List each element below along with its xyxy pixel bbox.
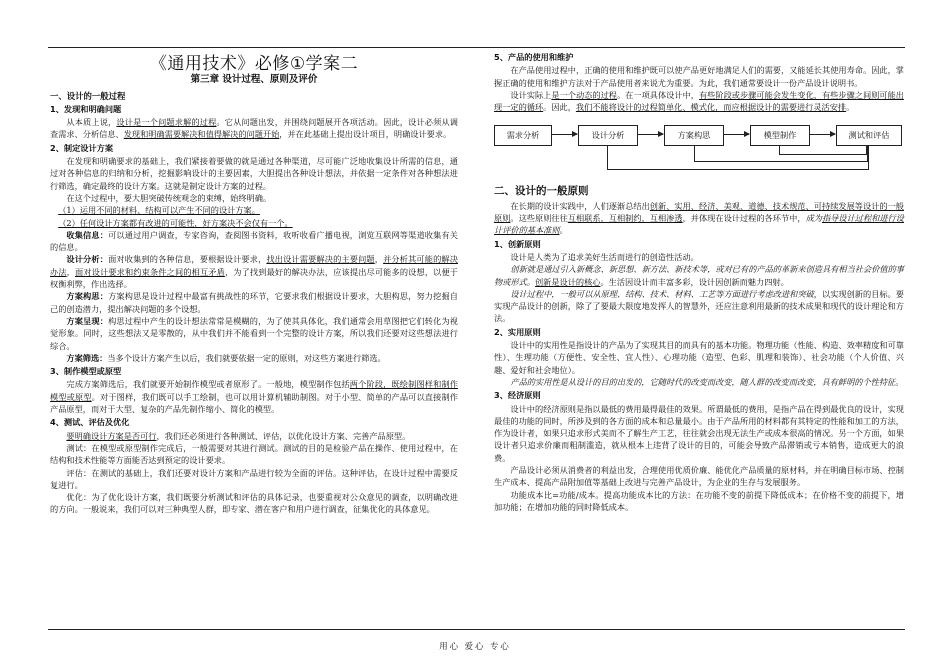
top-rule xyxy=(48,47,905,48)
paragraph-make-plan: 在发现和明确要求的基础上，我们紧接着要做的就是通过各种渠道，尽可能广泛地收集设计所需的信息，通过对各种信息的归纳和分析，挖掘影响设计的主要因素，大胆提出各种设计想法，并依据一定条件对各种想法进行筛选，确定最终的设计方案。这就是制定设计方案的过程。 xyxy=(50,156,458,191)
design-process-flowchart xyxy=(494,119,904,179)
underlined-text: 两个阶段，既绘制图样和制作模型或原型 xyxy=(50,379,458,402)
paragraph-innovation-2 xyxy=(494,263,904,288)
text-run: 。这些原则往往 xyxy=(510,213,568,224)
text-run: 。对于图样，我们既可以手工绘制，也可以用计算机辅助制图。对于小型、简单的产品可以直接制作产品原型，而对于大型、复杂的产品先制作缩小、简化的模型。 xyxy=(50,391,458,415)
document-title: 《通用技术》必修①学案二 xyxy=(149,54,359,74)
text-run: 构思过程中产生的设计想法常常是模糊的，为了使其具体化，我们通常会用草图把它们转化为视觉形象。同时，这些想法又是零散的，从中我们并不能看到一个完整的设计方案，所以我们还要对这些想法进行综合。 xyxy=(50,315,458,351)
text-run: ，为了找到最好的解决办法，应该提出尽可能多的设想，以便于权衡利弊，作出选择。 xyxy=(50,266,458,290)
text-run: 。 xyxy=(559,225,568,236)
underlined-text: 有些阶段或步骤可能会发生变化，有些步骤之间则可能出现一定的循环 xyxy=(494,89,904,113)
underlined-italic-text: 指导设计过程和进行设计评价的基本准则 xyxy=(494,213,904,236)
text-run: 设计实际上 xyxy=(510,89,552,100)
underlined-text: 我们不能将设计的过程简单化、模式化，而应根据设计的需要进行灵活安排 xyxy=(575,102,847,113)
subheading-innovation: 1、创新原则 xyxy=(494,238,541,249)
flow-arrow xyxy=(723,134,749,135)
text-run: 。它从问题出发，并围绕问题展开各项活动。因此，设计必须从调查需求、分析信息、 xyxy=(50,117,458,140)
section-heading-design-process: 一、设计的一般过程 xyxy=(50,90,126,101)
flow-box-concept: 方案构思 xyxy=(664,125,724,146)
underlined-text: 发现和明确需要解决和值得解决的问题开始 xyxy=(123,129,280,140)
flow-box-needs-analysis: 需求分析 xyxy=(494,125,552,146)
italic-text: 成为 xyxy=(805,213,822,224)
subheading-make-model: 3、制作模型或原型 xyxy=(50,366,122,377)
italic-text: 设计过程中，一般可以从原理、结构、技术、材料、工艺等方面进行考虑改进和突破 xyxy=(510,288,814,299)
subheading-use-maintain: 5、产品的使用和维护 xyxy=(494,52,574,62)
text-run: 方案构思是设计过程中最富有挑战性的环节，它要求我们根据设计要求，大胆构思，努力挖掘自己的创造潜力，提出解决问题的多个设想。 xyxy=(50,291,458,314)
paragraph-innovation-3 xyxy=(494,288,904,325)
text-run: ，并体现在设计过程的各环节中， xyxy=(682,213,806,224)
bottom-rule xyxy=(48,629,905,630)
term-label: 设计分析： xyxy=(66,254,109,265)
subheading-test-evaluate: 4、测试、评估及优化 xyxy=(50,417,130,428)
paragraph-innovation-1: 设计是人类为了追求美好生活而进行的创造性活动。 xyxy=(510,251,699,262)
text-run: 完成方案筛选后，我们就要开始制作模型或者原形了。一般地，模型制作包括 xyxy=(66,379,350,390)
text-run: ，我们还必须进行各种测试、评估，以优化设计方案、完善产品原型。 xyxy=(156,430,411,441)
text-run: 可以通过用户调查，专家咨询，查阅图书资料，收听收看广播电视，浏览互联网等渠道收集有关的信息。 xyxy=(50,229,458,253)
text-run: 。因此， xyxy=(543,102,576,113)
paragraph-economy-2: 产品设计必须从消费者的利益出发，合理使用优质价廉、能优化产品质量的原材料，并在明确目标市场、控制生产成本、提高产品附加值等基础上改进与完善产品设计，为企业的生存与发展服务。 xyxy=(494,465,904,488)
underlined-text: 并分析其可能的解决办法 xyxy=(50,254,458,277)
term-label: 收集信息： xyxy=(66,229,109,240)
text-run: ， xyxy=(374,254,384,265)
underlined-text: 设计是一个问题求解的过程 xyxy=(116,117,217,128)
paragraph-select xyxy=(50,352,458,364)
text-run: 从本质上说， xyxy=(66,117,117,128)
paragraph-design-analysis xyxy=(50,253,458,290)
text-run: ，以实现创新的目标。要实现产品设计的创新，除了了要最大限度地发挥人的智慧外，还应注意利用最新的技术成果和现代的设计理论和方法。 xyxy=(494,288,904,324)
text-run: ，并在此基础上提出设计项目，明确设计要求。 xyxy=(279,129,452,140)
paragraph-practicality-1: 设计中的实用性是指设计的产品为了实现其目的而具有的基本功能。物理功能（性能、构造、效率精度和可靠性）、生理功能（方便性、安全性、宜人性）、心理功能（造型、色彩、肌理和装饰）、社会功能（个人价值、兴趣、爱好和社会地位）。 xyxy=(494,340,904,375)
paragraph-collect-info xyxy=(50,229,458,254)
paragraph-use-maintain: 在产品使用过程中，正确的使用和维护既可以使产品更好地满足人们的需要，又能延长其使用寿命。因此，掌握正确的使用和维护方法对于产品使用者来说尤为重要。为此，我们通常要设计一份产品设计说明书。 xyxy=(494,65,904,88)
underlined-text: 创新是设计的核心 xyxy=(534,276,601,287)
flow-arrow xyxy=(551,134,577,135)
paragraph-practicality-2: 产品的实用性是从设计的目的出发的，它随时代的改变而改变，随人群的改变而改变，具有鲜明的个性特征。 xyxy=(510,376,904,387)
underlined-text: 创新、实用、经济、美观、道德、技术规范、可持续发展等设计的一般原则 xyxy=(494,200,904,224)
section-heading-design-principles: 二、设计的一般原则 xyxy=(494,185,589,198)
underlined-text: 找出设计需要解决的主要问题 xyxy=(266,254,375,265)
subheading-practicality: 2、实用原则 xyxy=(494,326,541,337)
text-run: 。生活因设计而丰富多彩，设计因创新而魅力四射。 xyxy=(600,276,789,287)
paragraph-economy-1: 设计中的经济原则是指以最低的费用最得最佳的效果。所谓最低的费用，是指产品在得到最优良的设计，实现最佳的功能的同时，所涉及到的各方面的成本和总量最小。由于产品所用的材料都有其特定的性能和加工的方法，作为设计者，如果只追求形式美而不了解生产工艺，往往就会出现无法生产或成本很高的情况。另一个方面，如果设计者只追求价廉而粗制滥造，就从根本上违背了设计的目的，可能会导致产品滞销或亏本销售，造成更大的浪费。 xyxy=(494,403,904,463)
paragraph-test: 测试：在模型或原型制作完成后，一般需要对其进行测试。测试的目的是检验产品在操作、使用过程中，在结构和技术性能等方面能否达到预定的设计要求。 xyxy=(50,442,458,466)
flow-box-model: 模型制作 xyxy=(750,125,810,146)
text-run: 。 xyxy=(846,102,855,113)
italic-text: 创新就是通过引入新概念、新思想、新方法、新技术等，或对已有的产品的革新来创造具有相当社会价值的事物或形式。 xyxy=(494,264,904,287)
paragraph-present xyxy=(50,315,458,352)
flow-arrow xyxy=(809,134,835,135)
flow-box-design-analysis: 设计分析 xyxy=(578,125,638,146)
text-run: 面对收集到的各种信息，要根据设计要求， xyxy=(108,254,267,265)
paragraph-make-model xyxy=(50,378,458,415)
underlined-text: 面对设计要求和约束条件之间的相互矛盾 xyxy=(75,266,225,277)
subheading-make-plan: 2、制定设计方案 xyxy=(50,142,114,153)
flow-arrow xyxy=(637,134,663,135)
text-run: 。在一项具体设计中， xyxy=(616,89,699,100)
text-run: 在长期的设计实践中，人们逐渐总结出 xyxy=(510,200,650,211)
list-item-improvement: （2）任何设计方案都有改进的可能性，好方案决不会仅有一个。 xyxy=(58,217,293,228)
term-label: 方案筛选： xyxy=(66,352,108,363)
subheading-economy: 3、经济原则 xyxy=(494,390,541,401)
text-run: 当多个设计方案产生以后，我们就要依据一定的原则，对这些方案进行筛选。 xyxy=(107,352,386,363)
paragraph-economy-3: 功能成本比=功能/成本。提高功能成本比的方法：在功能不变的前提下降低成本；在价格不变的前提下，增加功能；在增加功能的同时降低成本。 xyxy=(494,489,904,512)
underlined-text: 是一个动态的过程 xyxy=(551,89,617,100)
paragraph-optimize: 优化：为了优化设计方案，我们既要分析测试和评估的具体记录，也要重视对公众意见的调查，以明确改进的方向。一般说来，我们可以对三种典型人群，即专家、潜在客户和用户进行调查，征集优化的具体意见。 xyxy=(50,492,458,515)
paragraph-test-evaluate xyxy=(50,430,458,442)
term-label: 方案构思： xyxy=(66,291,109,302)
underlined-text: 互相联系，互相制约，互相渗透 xyxy=(567,213,683,224)
list-item-materials: （1）运用不同的材料、结构可以产生不同的设计方案。 xyxy=(58,205,260,216)
flow-box-test: 测试和评估 xyxy=(836,125,902,146)
paragraph-break-tradition: 在这个过程中，要大胆突破传统观念的束缚，始终明确。 xyxy=(66,192,272,203)
paragraph-evaluate: 评估：在测试的基础上，我们还要对设计方案和产品进行较为全面的评估。这种评估，在设计过程中需要反复进行。 xyxy=(50,467,458,490)
paragraph-dynamic-process xyxy=(494,89,904,114)
term-label: 方案呈现： xyxy=(66,315,109,326)
right-column xyxy=(494,50,904,513)
chapter-heading: 第三章 设计过程、原则及评价 xyxy=(190,74,318,86)
paragraph-find-problem xyxy=(50,116,458,141)
left-column xyxy=(50,50,458,516)
underlined-text: 要明确设计方案是否可行 xyxy=(66,430,157,441)
paragraph-principles xyxy=(494,200,904,237)
page-footer: 用心 爱心 专心 xyxy=(439,641,511,651)
text-run: ， xyxy=(66,266,76,277)
feedback-loop-inner xyxy=(779,145,867,155)
subheading-find-problem: 1、发现和明确问题 xyxy=(50,103,122,114)
paragraph-concept xyxy=(50,290,458,315)
